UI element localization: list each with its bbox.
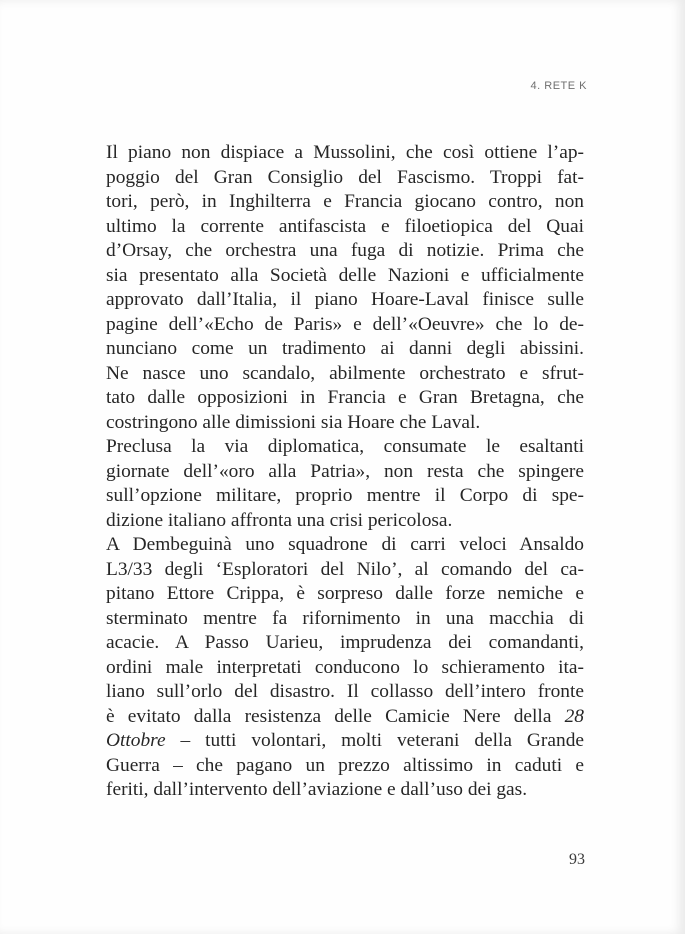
text-line: ultimo la corrente antifascista e filoetiopica del Quai <box>106 215 584 237</box>
text-line <box>106 729 584 754</box>
text-segment: è evitato dalla resistenza delle Camicie Nere della <box>106 705 565 727</box>
running-head: 4. RETE K <box>530 80 587 92</box>
page-number: 93 <box>569 851 585 868</box>
text-line: sull’opzione militare, proprio mentre il Corpo di spe- <box>106 485 584 506</box>
text-line: Guerra – che pagano un prezzo altissimo in caduti e <box>106 754 584 776</box>
text-line: Preclusa la via diplomatica, consumate le esaltanti <box>106 436 584 457</box>
text-line: d’Orsay, che orchestra una fuga di notizie. Prima che <box>106 240 584 261</box>
text-line: L3/33 degli ‘Esploratori del Nilo’, al comando del ca- <box>106 558 584 580</box>
body-text <box>106 141 584 803</box>
text-line: Ne nasce uno scandalo, abilmente orchestrato e sfrut- <box>106 362 584 384</box>
text-line: tori, però, in Inghilterra e Francia giocano contro, non <box>106 191 584 212</box>
text-line: liano sull’orlo del disastro. Il collasso dell’intero fronte <box>106 681 584 702</box>
text-line: sterminato mentre fa rifornimento in una macchia di <box>106 607 584 629</box>
text-line: poggio del Gran Consiglio del Fascismo. Troppi fat- <box>106 166 584 188</box>
text-line: sia presentato alla Società delle Nazioni e ufficialmente <box>106 264 584 286</box>
text-line: giornate dell’«oro alla Patria», non resta che spingere <box>106 460 584 482</box>
text-line: ordini male interpretati conducono lo schieramento ita- <box>106 656 584 678</box>
text-line: costringono alle dimissioni sia Hoare che Laval. <box>106 411 481 433</box>
text-line: A Dembeguinà uno squadrone di carri veloci Ansaldo <box>106 534 584 555</box>
text-line: pagine dell’«Echo de Paris» e dell’«Oeuvre» che lo de- <box>106 313 584 335</box>
text-segment: – tutti volontari, molti veterani della Grande <box>165 730 584 751</box>
text-line: pitano Ettore Crippa, è sorpreso dalle forze nemiche e <box>106 583 584 604</box>
text-line: nunciano come un tradimento ai danni degli abissini. <box>106 338 584 359</box>
text-line: feriti, dall’intervento dell’aviazione e dall’uso dei gas. <box>106 779 528 800</box>
text-line: approvato dall’Italia, il piano Hoare-Laval finisce sulle <box>106 289 584 310</box>
italic-text: 28 <box>564 705 584 727</box>
text-line: tato dalle opposizioni in Francia e Gran Bretagna, che <box>106 387 584 408</box>
text-line: dizione italiano affronta una crisi pericolosa. <box>106 509 453 531</box>
text-line: acacie. A Passo Uarieu, imprudenza dei comandanti, <box>106 632 584 653</box>
text-line: Il piano non dispiace a Mussolini, che così ottiene l’ap- <box>106 142 584 163</box>
italic-text: Ottobre <box>106 730 166 751</box>
text-line <box>106 705 584 730</box>
